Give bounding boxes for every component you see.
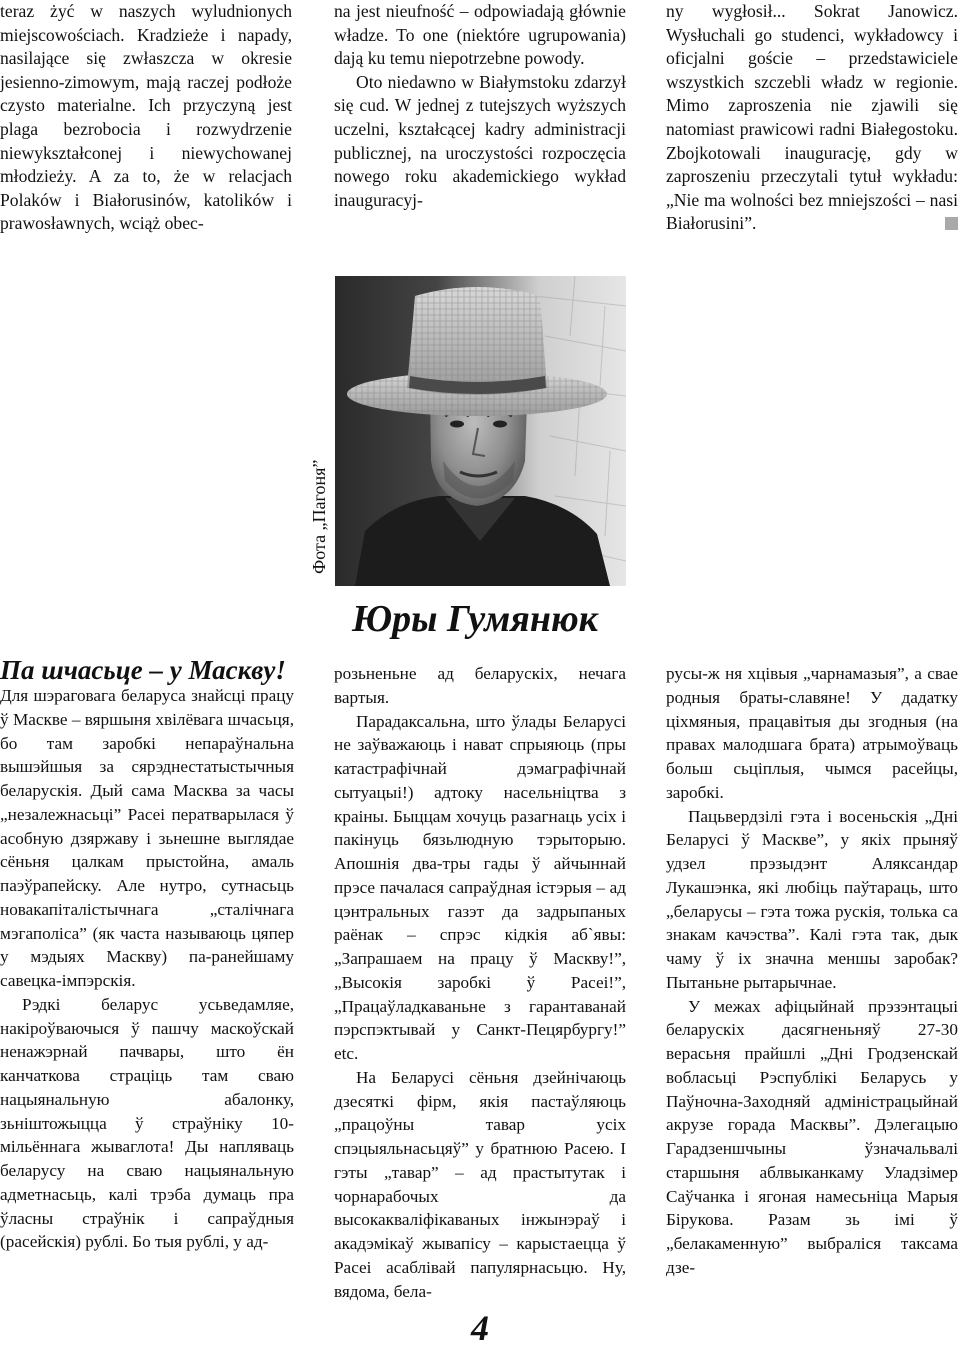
paragraph: На Беларусі сёньня дзейнічаюць дзесяткі фірм, якія пастаўляюць „працоўны тавар усіх спэцыяльнасьцяў” у братнюю Расею. І гэты „тавар” – ад прастытутак і чорнарабочых да высокакваліфікаваных інжынэраў і акадэмікаў жывапісу – карыстаецца ў Расеі асаблівай папулярнасьцю. Ну, вядома, бела- xyxy=(334,1067,626,1301)
article-column-3 xyxy=(666,662,958,1280)
paragraph xyxy=(666,0,958,236)
article-column-2 xyxy=(334,662,626,1303)
end-of-article-square-icon xyxy=(945,217,958,230)
paragraph: Для шэраговага беларуса знайсці працу ў Маскве – вяршыня хвілёвага шчасьця, бо там заробкі непараўнальна вышэйшыя за сярэднестатыстычныя беларускія. Дый сама Масква за часы „незалежнасьці” Расеі ператварылася ў асобную дзяржаву і зьнешне выглядае сёньня цалкам прыстойна, амаль паэўрапейску. Але нутро, сутнасьць новакапіталістычнага „сталічнага мэгаполіса” (як часта называюць цяпер у мэдыях Маскву) па-ранейшаму савецка-імпэрскія. xyxy=(0,686,294,990)
top-column-3 xyxy=(666,0,958,236)
paragraph: Рэдкі беларус усьведамляе, накіроўваючыся ў пашчу маскоўскай ненажэрнай пачвары, што ён канчаткова страціць там сваю нацыянальную абалонку, зьніштожыцца ў страўніку 10-мільённага жываглота! Ды напляваць беларусу на сваю нацыянальную адметнасьць, калі трэба думаць пра ўласны страўнік і сапраўдныя (расейскія) рублі. Бо тыя рублі, у ад- xyxy=(0,994,294,1252)
portrait-man-in-straw-hat-icon xyxy=(335,276,626,586)
author-photo xyxy=(335,276,626,586)
paragraph: na jest nieufność – odpowiadają głównie władze. To one (niektóre ugrupowania) dają ku temu niepotrzebne powody. xyxy=(334,1,626,69)
author-name: Юры Гумянюк xyxy=(352,598,598,640)
paragraph: teraz żyć w naszych wyludnionych miejscowościach. Kradzieże i napady, nasilające się zwłaszcza w okresie jesienno-zimowym, mają raczej podłoże czysto materialne. Ich przyczyną jest plaga bezrobocia i rozwydrzenie niewykształconej i niewychowanej młodzieży. A za to, że w relacjach Polaków i Białorusinów, katolików i prawosławnych, wciąż obec- xyxy=(0,1,292,234)
paragraph-text: ny wygłosił... Sokrat Janowicz. Wysłuchali go studenci, wykładowcy i oficjalni goście – przedstawiciele wszystkich szczebli władz w regionie. Mimo zaproszenia nie zjawili się natomiast prawicowi radni Białegostoku. Zbojkotowali inaugurację, gdy w zaproszeniu przeczytali tytuł wykładu: „Nie ma wolności bez mniejszości – nasi Białorusini”. xyxy=(666,1,958,234)
paragraph: Парадаксальна, што ўлады Беларусі не заўважаюць і нават спрыяюць (пры катастрафічнай дэмаграфічнай сытуацыі!) адтоку насельніцтва з краіны. Быццам хочуць разагнаць усіх і пакінуць бязьлюдную тэрыторыю. Апошнія два-тры гады ў айчыннай прэсе пачалася сапраўдная істэрыя – ад цэнтральных газэт да задрыпаных раёнак – спрэс кідкія аб`явы: „Запрашаем на працу ў Маскву!”, „Высокія заробкі ў Расеі!”, „Працаўладкаваньне з гарантаванай пэрспэктывай у Санкт-Пецярбургу!” etc. xyxy=(334,711,626,1063)
paragraph: розьненьне ад беларускіх, нечага вартыя. xyxy=(334,664,626,707)
top-column-2 xyxy=(334,0,626,212)
article-heading: Па шчасьце – у Маскву! xyxy=(0,655,286,685)
photo-credit: Фота „Пагоня” xyxy=(309,459,329,574)
paragraph: У межах афіцыйнай прэзэнтацыі беларускіх дасягненьняў 27-30 верасьня прайшлі „Дні Гродзенскай вобласьці Рэспублікі Беларусь у Паўночна-Заходняй адміністрацыйнай акрузе горада Масквы”. Дэлегацыю Гарадзеншчыны ўзначальвалі старшыня аблвыканкаму Уладзімер Саўчанка і ягоная намесьніца Марыя Бірукова. Разам зь імі ў „белакаменную” выбраліся таксама дзе- xyxy=(666,996,958,1277)
paragraph: Пацьвердзілі гэта і восеньскія „Дні Беларусі ў Маскве”, у якіх прыняў удзел прэзыдэнт Аляксандар Лукашэнка, які любіць паўтараць, што „беларусы – гэта тожа рускія, толька са знакам качэства”. Калі гэта так, дык чаму ў іх значна меншы заробак? Пытаньне рытарычнае. xyxy=(666,806,958,992)
article-column-1 xyxy=(0,684,294,1254)
top-column-1 xyxy=(0,0,292,236)
paragraph: русы-ж ня хцівыя „чарнамазыя”, а свае родныя браты-славяне! У дадатку ціхмяныя, працавітыя ды згодныя (на правах малодшага брата) атрымоўваць больш сьціплыя, чымся расейцы, заробкі. xyxy=(666,664,958,802)
paragraph: Oto niedawno w Białymstoku zdarzył się cud. W jednej z tutejszych wyższych uczelni, kształcącej kadry administracji publicznej, na uroczystości rozpoczęcia nowego roku akademickiego wykład inauguracyj- xyxy=(334,71,626,210)
page-number: 4 xyxy=(471,1308,489,1348)
